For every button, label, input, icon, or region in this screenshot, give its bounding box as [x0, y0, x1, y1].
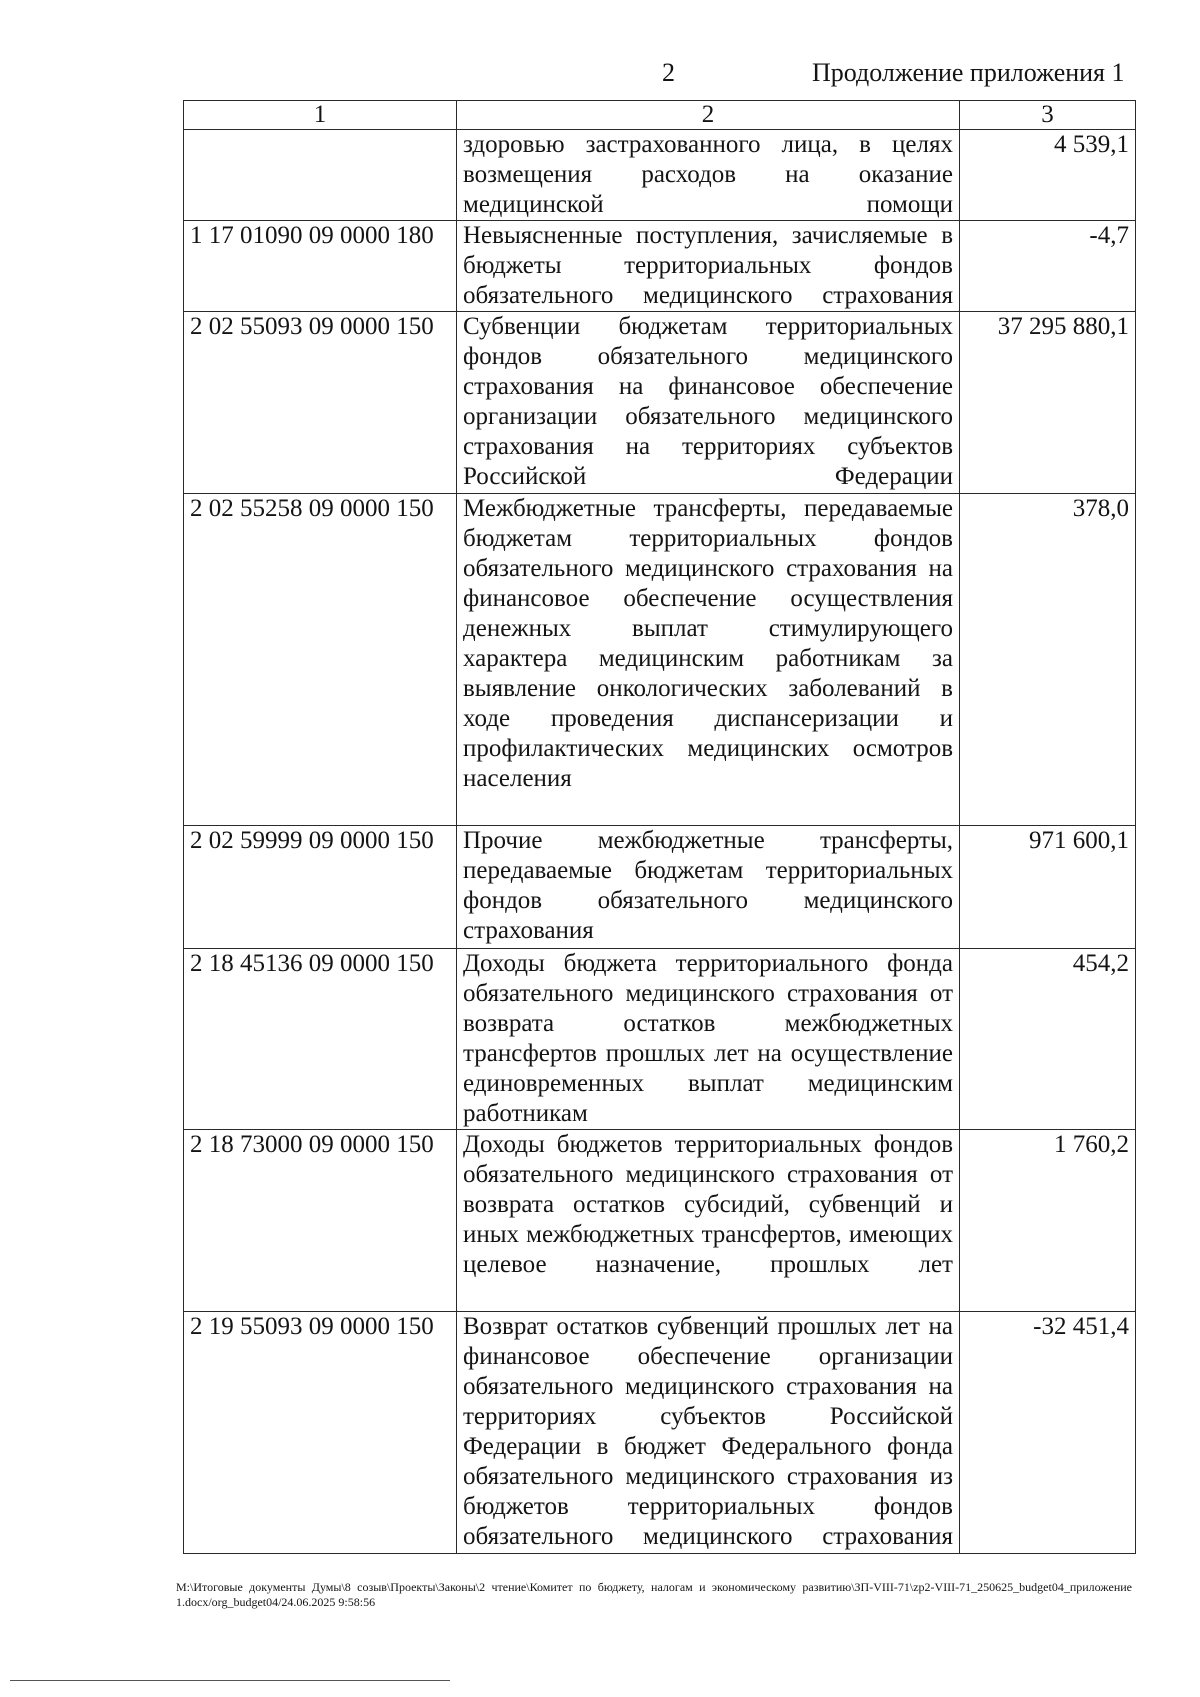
- row-amount: 37 295 880,1: [960, 312, 1136, 494]
- row-amount: 378,0: [960, 494, 1136, 826]
- row-description: Доходы бюджетов территориальных фондов обязательного медицинского страхования от возврата остатков субсидий, субвенций и иных межбюджетных трансфертов, имеющих целевое назначение, прошлых лет: [457, 1130, 960, 1312]
- column-header-amount: 3: [960, 101, 1136, 130]
- row-code: 2 18 45136 09 0000 150: [184, 949, 457, 1130]
- row-description: Возврат остатков субвенций прошлых лет на финансовое обеспечение организации обязательного медицинского страхования на территориях субъектов Российской Федерации в бюджет Федерального фонда обязательного медицинского страхования из бюджетов территориальных фондов обязательного медицинского страхования: [457, 1312, 960, 1554]
- row-code: 2 18 73000 09 0000 150: [184, 1130, 457, 1312]
- row-description: Межбюджетные трансферты, передаваемые бюджетам территориальных фондов обязательного медицинского страхования на финансовое обеспечение осуществления денежных выплат стимулирующего характера медицинским работникам за выявление онкологических заболеваний в ходе проведения диспансеризации и профилактических медицинских осмотров населения: [457, 494, 960, 826]
- column-header-code: 1: [184, 101, 457, 130]
- continuation-heading: Продолжение приложения 1: [812, 58, 1125, 87]
- row-code: 1 17 01090 09 0000 180: [184, 221, 457, 312]
- row-amount: 454,2: [960, 949, 1136, 1130]
- row-description: Прочие межбюджетные трансферты, передаваемые бюджетам территориальных фондов обязательного медицинского страхования: [457, 826, 960, 949]
- budget-table: [183, 100, 1136, 1554]
- table-row: [184, 494, 1136, 826]
- row-code: [184, 130, 457, 221]
- page-number: 2: [662, 58, 675, 87]
- table-row: [184, 1312, 1136, 1554]
- row-amount: 4 539,1: [960, 130, 1136, 221]
- table-row: [184, 221, 1136, 312]
- row-amount: 1 760,2: [960, 1130, 1136, 1312]
- row-description: здоровью застрахованного лица, в целях возмещения расходов на оказание медицинской помощи: [457, 130, 960, 221]
- bottom-divider: [10, 1680, 450, 1681]
- table-row: [184, 826, 1136, 949]
- row-amount: 971 600,1: [960, 826, 1136, 949]
- table-row: [184, 312, 1136, 494]
- row-description: Доходы бюджета территориального фонда обязательного медицинского страхования от возврата остатков межбюджетных трансфертов прошлых лет на осуществление единовременных выплат медицинским работникам: [457, 949, 960, 1130]
- table-row: [184, 130, 1136, 221]
- table-row: [184, 1130, 1136, 1312]
- row-code: 2 02 55093 09 0000 150: [184, 312, 457, 494]
- row-amount: -4,7: [960, 221, 1136, 312]
- row-code: 2 19 55093 09 0000 150: [184, 1312, 457, 1554]
- table-row: [184, 949, 1136, 1130]
- header-row: [184, 101, 1136, 130]
- row-code: 2 02 55258 09 0000 150: [184, 494, 457, 826]
- row-description: Субвенции бюджетам территориальных фондов обязательного медицинского страхования на финансовое обеспечение организации обязательного медицинского страхования на территориях субъектов Российской Федерации: [457, 312, 960, 494]
- row-description: Невыясненные поступления, зачисляемые в бюджеты территориальных фондов обязательного медицинского страхования: [457, 221, 960, 312]
- row-amount: -32 451,4: [960, 1312, 1136, 1554]
- file-path-footer: M:\Итоговые документы Думы\8 созыв\Проекты\Законы\2 чтение\Комитет по бюджету, налогам и экономическому развитию\ЗП-VIII-71\zp2-VIII-71_250625_budget04_приложение 1.docx/org_budget04/24.06.2025 9:58:56: [176, 1580, 1132, 1609]
- row-code: 2 02 59999 09 0000 150: [184, 826, 457, 949]
- column-header-description: 2: [457, 101, 960, 130]
